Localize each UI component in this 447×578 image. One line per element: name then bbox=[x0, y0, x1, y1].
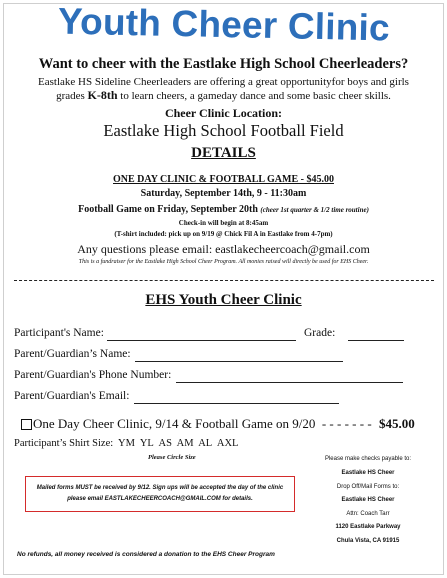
circle-size-note: Please Circle Size bbox=[148, 454, 196, 461]
clinic-date-time: Saturday, September 14th, 9 - 11:30am bbox=[140, 188, 307, 199]
parent-phone-label: Parent/Guardian's Phone Number: bbox=[14, 369, 172, 381]
game-date: Football Game on Friday, September 20th bbox=[78, 204, 258, 215]
clinic-option-label bbox=[33, 416, 372, 432]
intro-text-end: to learn cheers, a gameday dance and some basic cheer skills. bbox=[117, 90, 391, 102]
form-title: EHS Youth Cheer Clinic bbox=[145, 292, 302, 308]
clinic-option-checkbox[interactable] bbox=[21, 419, 32, 430]
intro-text-start: Eastlake HS Sideline Cheerleaders are offering a great opportunityfor boys and girls grades bbox=[38, 76, 409, 102]
refund-note: No refunds, all money received is considered a donation to the EHS Cheer Program bbox=[17, 551, 275, 558]
participant-name-label: Participant's Name: bbox=[14, 327, 104, 339]
mail-street: 1120 Eastlake Parkway bbox=[335, 524, 401, 530]
cut-line-divider bbox=[14, 280, 434, 281]
parent-phone-field[interactable] bbox=[176, 382, 403, 383]
parent-name-label: Parent/Guardian’s Name: bbox=[14, 348, 131, 360]
clinic-option-price: $45.00 bbox=[379, 416, 415, 431]
checks-payee: Eastlake HS Cheer bbox=[341, 470, 395, 476]
checks-payable-label: Please make checks payable to: bbox=[324, 456, 412, 462]
clinic-option-dashes: - - - - - - - bbox=[321, 416, 372, 431]
game-note: (cheer 1st quarter & 1/2 time routine) bbox=[260, 206, 369, 214]
football-game-line bbox=[0, 204, 447, 215]
mail-attn: Attn: Coach Tarr bbox=[346, 511, 390, 517]
mail-deadline-line1: Mailed forms MUST be received by 9/12. Sign ups will be accepted the day of the clinic bbox=[36, 485, 284, 491]
mail-addressee: Eastlake HS Cheer bbox=[341, 497, 395, 503]
mail-deadline-notice bbox=[25, 476, 295, 512]
fundraiser-note: This is a fundraiser for the Eastlake High School Cheer Program. All monies raised will directly be used for EHS Cheer. bbox=[78, 259, 369, 265]
shirt-size-option[interactable]: AM bbox=[176, 438, 194, 449]
location-label: Cheer Clinic Location: bbox=[164, 106, 283, 120]
intro-grades: K-8th bbox=[87, 88, 118, 102]
questions-contact: Any questions please email: eastlakecheercoach@gmail.com bbox=[77, 242, 370, 256]
headline-question: Want to cheer with the Eastlake High School Cheerleaders? bbox=[38, 56, 409, 72]
parent-name-field[interactable] bbox=[135, 361, 343, 362]
intro-paragraph bbox=[0, 76, 447, 103]
shirt-size-option[interactable]: YL bbox=[139, 438, 154, 449]
shirt-size-label: Participant’s Shirt Size: bbox=[14, 438, 114, 449]
mail-city: Chula Vista, CA 91915 bbox=[336, 538, 400, 544]
shirt-size-option[interactable]: AL bbox=[198, 438, 213, 449]
shirt-size-option[interactable]: YM bbox=[118, 438, 135, 449]
details-heading: DETAILS bbox=[191, 145, 256, 161]
grade-field[interactable] bbox=[348, 340, 404, 341]
tshirt-pickup-note: (T-shirt included: pick up on 9/19 @ Chick Fil A in Eastlake from 4-7pm) bbox=[114, 230, 333, 238]
flyer-title: Youth Cheer Clinic bbox=[57, 0, 390, 49]
grade-label: Grade: bbox=[304, 327, 336, 339]
dropoff-label: Drop Off/Mail Forms to: bbox=[336, 484, 400, 490]
shirt-size-row bbox=[14, 438, 238, 449]
location-value: Eastlake High School Football Field bbox=[103, 121, 344, 140]
shirt-size-option[interactable]: AS bbox=[158, 438, 172, 449]
parent-email-field[interactable] bbox=[134, 403, 339, 404]
clinic-price-line: ONE DAY CLINIC & FOOTBALL GAME - $45.00 bbox=[113, 174, 334, 185]
mail-deadline-line2: please email EASTLAKECHEERCOACH@GMAIL.COM for details. bbox=[67, 496, 253, 502]
parent-email-label: Parent/Guardian's Email: bbox=[14, 390, 130, 402]
shirt-size-option[interactable]: AXL bbox=[216, 438, 239, 449]
checkin-time: Check-in will begin at 8:45am bbox=[178, 219, 269, 227]
participant-name-field[interactable] bbox=[107, 340, 296, 341]
clinic-option-text: One Day Cheer Clinic, 9/14 & Football Game on 9/20 bbox=[33, 416, 316, 431]
